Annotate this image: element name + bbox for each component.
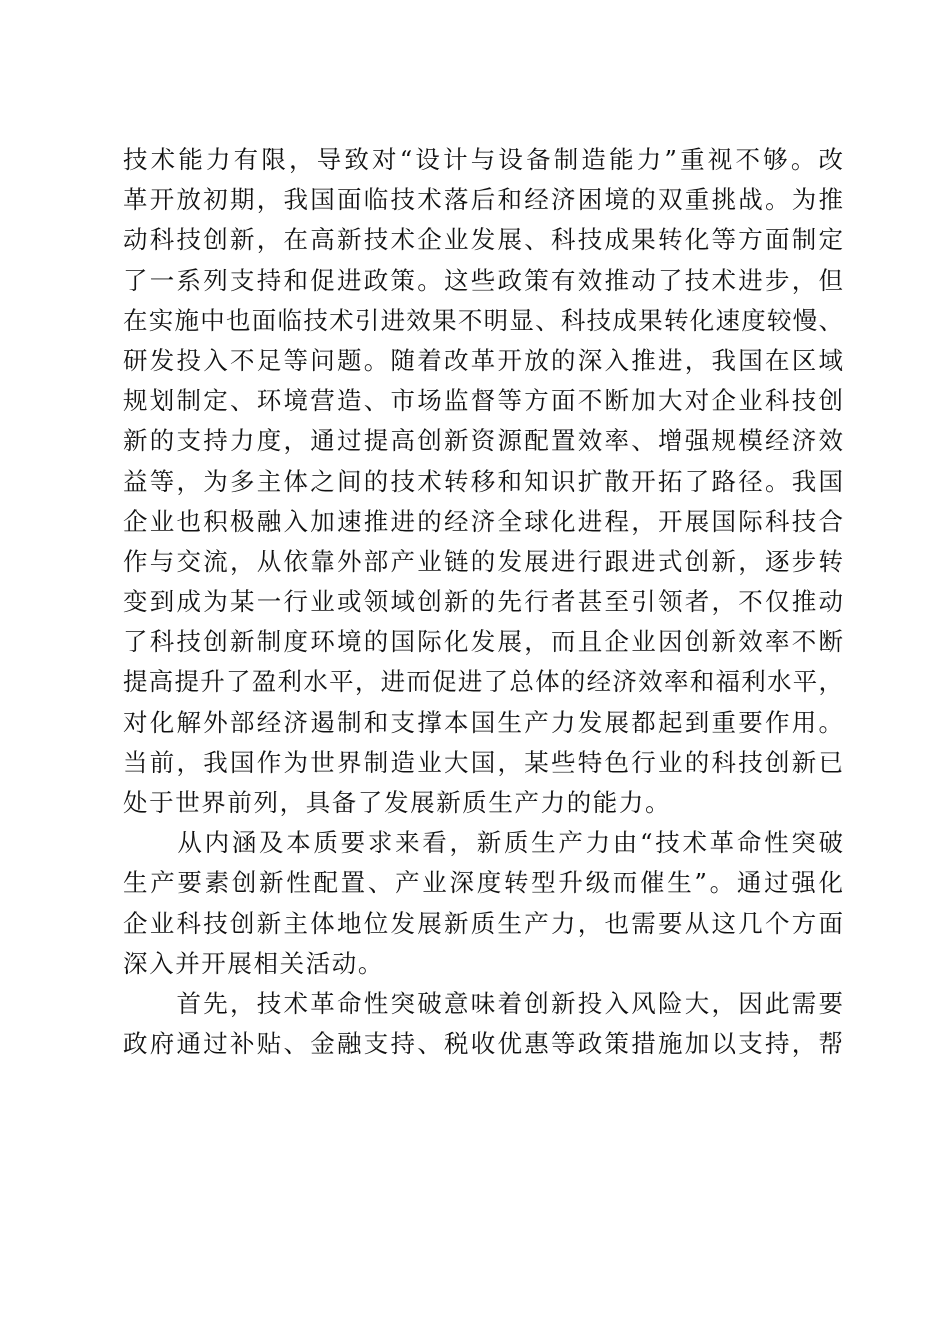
text-line: 了一系列支持和促进政策。这些政策有效推动了技术进步，但 [123,265,843,295]
text-line: 了科技创新制度环境的国际化发展，而且企业因创新效率不断 [123,627,843,657]
paragraph-end-line: 深入并开展相关活动。 [123,948,384,978]
text-line: 规划制定、环境营造、市场监督等方面不断加大对企业科技创 [123,386,843,416]
text-line: 新的支持力度，通过提高创新资源配置效率、增强规模经济效 [123,426,843,456]
paragraph-end-line: 处于世界前列，具备了发展新质生产力的能力。 [123,788,672,817]
text-line: 在实施中也面临技术引进效果不明显、科技成果转化速度较慢、 [123,305,843,335]
text-line: 提高提升了盈利水平，进而促进了总体的经济效率和福利水平， [123,667,843,697]
text-line: 研发投入不足等问题。随着改革开放的深入推进，我国在区域 [123,345,843,375]
text-line: 革开放初期，我国面临技术落后和经济困境的双重挑战。为推 [123,185,843,215]
text-line: 益等，为多主体之间的技术转移和知识扩散开拓了路径。我国 [123,466,843,496]
text-line: 生产要素创新性配置、产业深度转型升级而催生”。通过强化 [123,868,843,898]
text-line: 对化解外部经济遏制和支撑本国生产力发展都起到重要作用。 [123,707,843,737]
text-line: 首先，技术革命性突破意味着创新投入风险大，因此需要 [123,988,843,1018]
text-line: 从内涵及本质要求来看，新质生产力由“技术革命性突破 [123,828,843,858]
text-line: 作与交流，从依靠外部产业链的发展进行跟进式创新，逐步转 [123,546,843,576]
text-line: 动科技创新，在高新技术企业发展、科技成果转化等方面制定 [123,225,843,255]
text-line: 政府通过补贴、金融支持、税收优惠等政策措施加以支持，帮 [123,1029,843,1059]
text-line: 技术能力有限，导致对“设计与设备制造能力”重视不够。改 [123,145,843,174]
text-line: 企业也积极融入加速推进的经济全球化进程，开展国际科技合 [123,506,843,536]
text-line: 变到成为某一行业或领域创新的先行者甚至引领者，不仅推动 [123,587,843,617]
text-line: 企业科技创新主体地位发展新质生产力，也需要从这几个方面 [123,908,843,938]
body-text [123,140,843,1064]
text-line: 当前，我国作为世界制造业大国，某些特色行业的科技创新已 [123,747,843,777]
